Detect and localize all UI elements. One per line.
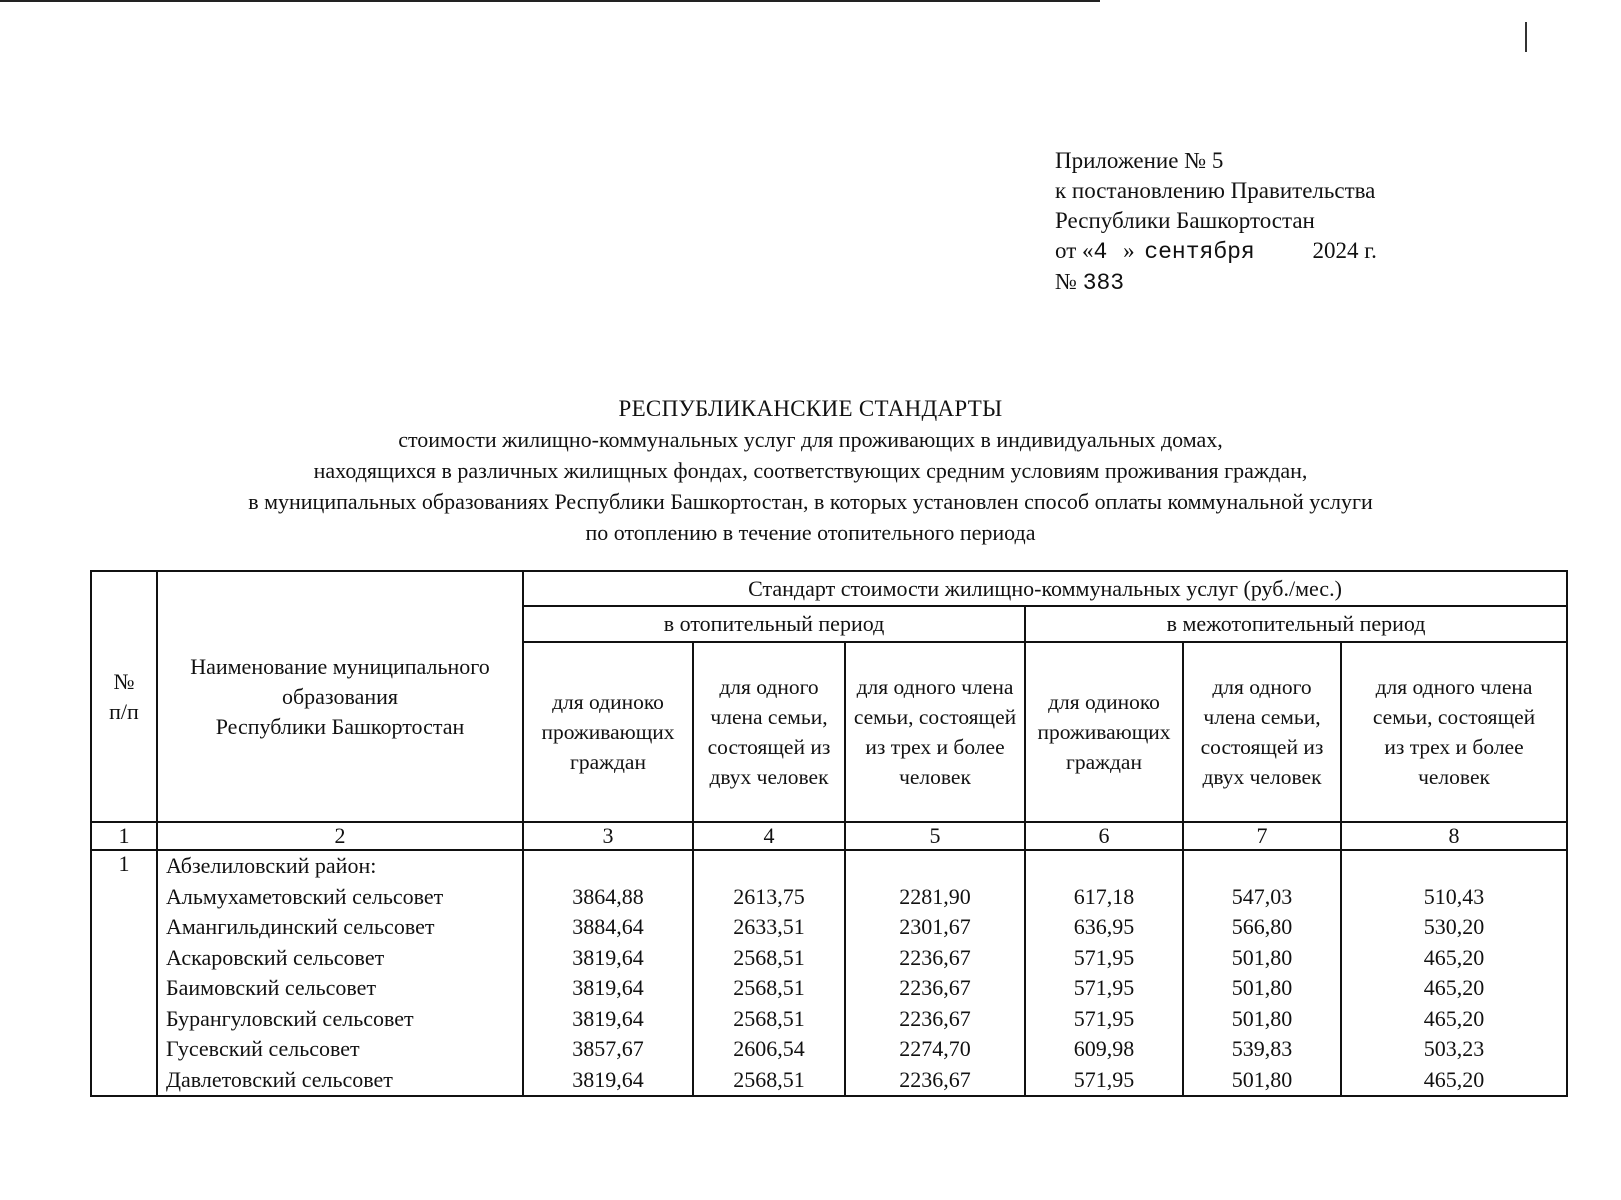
values-col-3 — [523, 850, 693, 1096]
cell-value: 465,20 — [1423, 975, 1485, 1000]
date-prefix: от « — [1055, 238, 1094, 263]
header-heating-three: для одного члена семьи, состоящей из трех и более человек — [845, 642, 1025, 822]
cell-value: 636,95 — [1073, 914, 1135, 939]
cell-value: 571,95 — [1073, 975, 1135, 1000]
column-number: 7 — [1183, 822, 1341, 850]
cell-value: 510,43 — [1423, 883, 1485, 909]
appendix-resolution: к постановлению Правительства — [1055, 178, 1376, 203]
cell-value: 2281,90 — [899, 883, 971, 909]
municipality-name: Альмухаметовский сельсовет — [166, 883, 444, 909]
municipality-list — [157, 850, 523, 1096]
cell-value: 503,23 — [1423, 1036, 1485, 1061]
cell-value: 2613,75 — [733, 883, 805, 909]
values-col-5 — [845, 850, 1025, 1096]
date-year: 2024 г. — [1312, 238, 1377, 263]
header-non-heating-period: в межотопительный период — [1025, 606, 1567, 642]
cell-value: 465,20 — [1423, 1066, 1485, 1092]
header-heating-period: в отопительный период — [523, 606, 1025, 642]
header-heating-two: для одного члена семьи, состоящей из двух человек — [693, 642, 845, 822]
municipality-name: Аскаровский сельсовет — [166, 944, 385, 970]
heading-line-2: находящихся в различных жилищных фондах, соответствующих средним условиям проживания граждан, — [313, 458, 1308, 483]
date-month: сентября — [1144, 239, 1255, 265]
cell-value: 571,95 — [1073, 1005, 1135, 1031]
appendix-republic: Республики Башкортостан — [1055, 208, 1315, 233]
heading-line-3: в муниципальных образованиях Республики Башкортостан, в которых установлен способ оплаты коммунальной услуги — [248, 489, 1373, 514]
values-col-8 — [1341, 850, 1567, 1096]
municipality-name: Давлетовский сельсовет — [166, 1066, 393, 1092]
cell-value: 2568,51 — [733, 944, 805, 970]
values-col-7 — [1183, 850, 1341, 1096]
header-standard-cost: Стандарт стоимости жилищно-коммунальных услуг (руб./мес.) — [523, 571, 1567, 606]
appendix-block — [1055, 146, 1377, 298]
cell-value: 571,95 — [1073, 1066, 1135, 1092]
cell-value: 2236,67 — [899, 1005, 971, 1031]
group-index: 1 — [91, 850, 157, 1096]
cell-value: 2274,70 — [899, 1036, 971, 1061]
scan-edge-line — [0, 0, 1100, 2]
scan-corner-mark — [1525, 22, 1527, 52]
document-title: РЕСПУБЛИКАНСКИЕ СТАНДАРТЫ — [618, 396, 1003, 421]
cell-value: 3864,88 — [572, 883, 644, 909]
column-number: 2 — [157, 822, 523, 850]
column-number-row — [91, 822, 1567, 850]
cell-value: 530,20 — [1423, 914, 1485, 939]
cell-value: 566,80 — [1231, 914, 1293, 939]
column-number: 5 — [845, 822, 1025, 850]
appendix-title: Приложение № 5 — [1055, 148, 1224, 173]
cell-value: 501,80 — [1231, 1005, 1293, 1031]
cell-value: 3819,64 — [572, 975, 644, 1000]
cell-value: 609,98 — [1073, 1036, 1135, 1061]
cell-value: 2236,67 — [899, 975, 971, 1000]
column-number: 8 — [1341, 822, 1567, 850]
cell-value: 465,20 — [1423, 1005, 1485, 1031]
cell-value: 3819,64 — [572, 1066, 644, 1092]
column-number: 3 — [523, 822, 693, 850]
date-quote-close: » — [1123, 238, 1135, 263]
cell-value: 2236,67 — [899, 1066, 971, 1092]
municipality-name: Гусевский сельсовет — [166, 1036, 360, 1061]
column-number: 1 — [91, 822, 157, 850]
standards-table — [90, 570, 1568, 1097]
cell-value: 2606,54 — [733, 1036, 805, 1061]
cell-value: 3857,67 — [572, 1036, 644, 1061]
cell-value: 539,83 — [1231, 1036, 1293, 1061]
header-nonheating-two: для одного члена семьи, состоящей из двух человек — [1183, 642, 1341, 822]
cell-value: 3819,64 — [572, 1005, 644, 1031]
cell-value: 2568,51 — [733, 1066, 805, 1092]
cell-value: 465,20 — [1423, 944, 1485, 970]
number-value: 383 — [1082, 270, 1125, 296]
values-col-6 — [1025, 850, 1183, 1096]
document-heading — [0, 393, 1621, 548]
municipality-name: Амангильдинский сельсовет — [166, 914, 435, 939]
values-col-4 — [693, 850, 845, 1096]
district-name: Абзелиловский район: — [166, 853, 377, 878]
cell-value: 2568,51 — [733, 1005, 805, 1031]
column-number: 4 — [693, 822, 845, 850]
heading-line-1: стоимости жилищно-коммунальных услуг для проживающих в индивидуальных домах, — [398, 427, 1223, 452]
cell-value: 617,18 — [1073, 883, 1135, 909]
district-group — [91, 850, 1567, 1096]
date-day: 4 — [1093, 239, 1108, 265]
column-number: 6 — [1025, 822, 1183, 850]
heading-line-4: по отоплению в течение отопительного периода — [585, 520, 1036, 545]
cell-value: 501,80 — [1231, 1066, 1293, 1092]
cell-value: 2568,51 — [733, 975, 805, 1000]
appendix-number — [1055, 267, 1377, 298]
cell-value: 3819,64 — [572, 944, 644, 970]
appendix-date — [1055, 236, 1377, 267]
cell-value: 2633,51 — [733, 914, 805, 939]
cell-value: 501,80 — [1231, 975, 1293, 1000]
header-municipality-name: Наименование муниципального образования Республики Башкортостан — [157, 571, 523, 822]
cell-value: 571,95 — [1073, 944, 1135, 970]
cell-value: 2301,67 — [899, 914, 971, 939]
cell-value: 2236,67 — [899, 944, 971, 970]
header-nonheating-three: для одного члена семьи, состоящей из трех и более человек — [1341, 642, 1567, 822]
number-prefix: № — [1055, 269, 1077, 294]
cell-value: 547,03 — [1231, 883, 1293, 909]
municipality-name: Баимовский сельсовет — [166, 975, 377, 1000]
municipality-name: Бурангуловский сельсовет — [166, 1005, 414, 1031]
header-heating-single: для одиноко проживающих граждан — [523, 642, 693, 822]
cell-value: 3884,64 — [572, 914, 644, 939]
cell-value: 501,80 — [1231, 944, 1293, 970]
header-row-number: № п/п — [91, 571, 157, 822]
header-nonheating-single: для одиноко проживающих граждан — [1025, 642, 1183, 822]
